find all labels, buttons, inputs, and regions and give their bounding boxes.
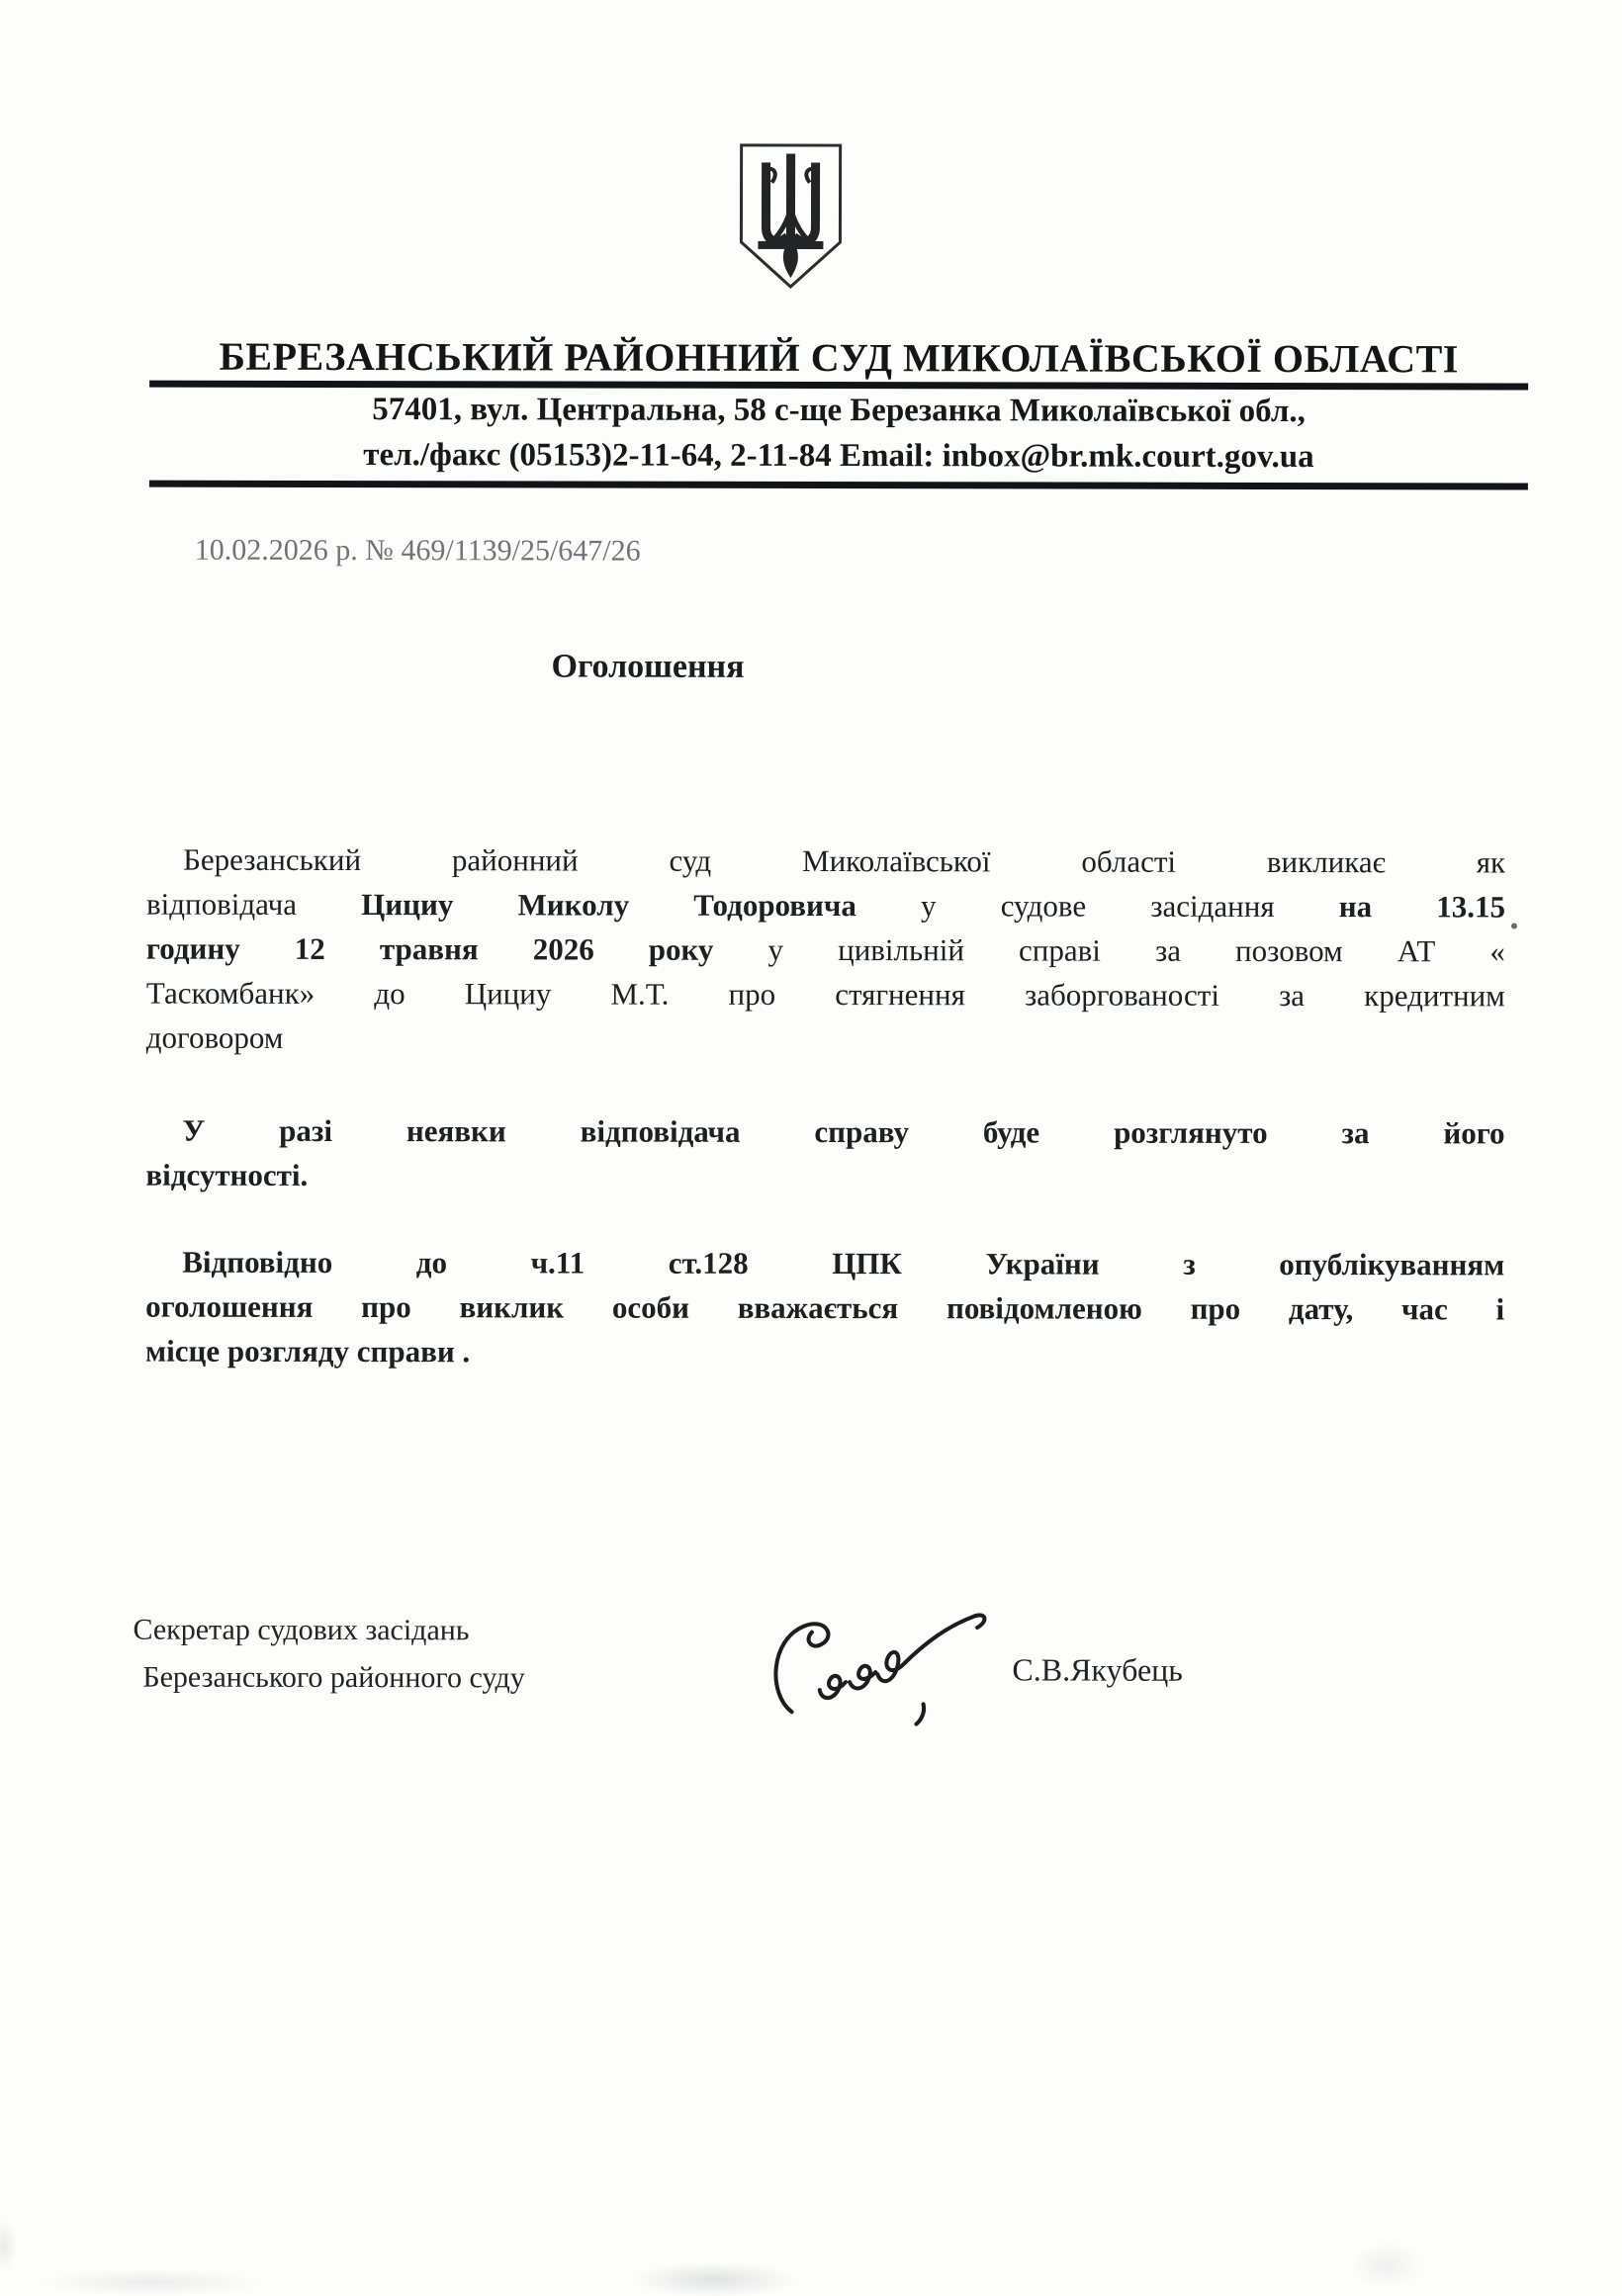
- body-line: [145, 1240, 1504, 1287]
- scan-noise-smudge: [0, 2219, 17, 2272]
- header-divider-bottom: [149, 481, 1528, 490]
- handwritten-signature-icon: [762, 1610, 1021, 1741]
- body-text: У разі неявки відповідача справу буде розглянуто за його: [182, 1112, 1505, 1151]
- body-text-bold: на 13.15: [1338, 889, 1506, 925]
- body-text: оголошення про виклик особи вважається повідомленою про дату, час і: [145, 1288, 1505, 1327]
- body-text-bold: Цициу Миколу Тодоровича: [361, 887, 856, 924]
- body-line: [145, 1153, 1504, 1200]
- scan-artifact-dot: [1511, 923, 1517, 928]
- signatory-role-line2: Березанського районного суду: [142, 1660, 525, 1695]
- court-address: 57401, вул. Центральна, 58 с-ще Березанка Миколаївської обл.,: [372, 392, 1306, 430]
- body-text-bold: годину 12 травня 2026 року: [145, 930, 714, 967]
- body-line: [146, 971, 1505, 1018]
- body-line: [146, 1108, 1505, 1156]
- document-title: Оголошення: [551, 648, 745, 685]
- body-line: [145, 1329, 1504, 1376]
- body-text: Відповідно до ч.11 ст.128 ЦПК України з опублікуванням: [182, 1244, 1505, 1282]
- scan-noise-smudge: [37, 2268, 264, 2296]
- body-text: у судове засідання: [856, 888, 1339, 925]
- body-text: відсутності.: [145, 1157, 309, 1192]
- scan-noise-smudge: [1350, 2242, 1423, 2289]
- body-text: договором: [145, 1019, 284, 1055]
- body-text: Березанський районний суд Миколаївської області викликає як: [183, 841, 1506, 880]
- body-line: [145, 1284, 1504, 1332]
- court-contacts: тел./факс (05153)2-11-64, 2-11-84 Email: inbox@br.mk.court.gov.ua: [363, 437, 1314, 476]
- body-text: відповідача: [145, 886, 362, 923]
- body-line: [146, 882, 1505, 929]
- court-name: БЕРЕЗАНСЬКИЙ РАЙОННИЙ СУД МИКОЛАЇВСЬКОЇ ОБЛАСТІ: [219, 333, 1459, 382]
- body-line: [146, 927, 1505, 974]
- body-line: [146, 838, 1505, 885]
- document-date-number: 10.02.2026 р. № 469/1139/25/647/26: [194, 533, 641, 568]
- scan-noise-smudge: [630, 2262, 798, 2296]
- body-paragraph: [145, 1240, 1504, 1376]
- signatory-name: С.В.Якубець: [1012, 1651, 1183, 1688]
- body-text: у цивільній справі за позовом АТ «: [713, 931, 1505, 969]
- body-text: місце розгляду справи .: [145, 1333, 471, 1369]
- signatory-role: [133, 1607, 525, 1703]
- body-line: [146, 1016, 1505, 1063]
- body-paragraph: [146, 838, 1505, 1063]
- body-text: Таскомбанк» до Цициу М.Т. про стягнення заборгованості за кредитним: [145, 975, 1505, 1014]
- signatory-role-line1: Секретар судових засідань: [133, 1613, 470, 1647]
- ukraine-trident-emblem-icon: [733, 140, 848, 293]
- document-body: [145, 838, 1505, 1376]
- body-paragraph: [145, 1108, 1504, 1200]
